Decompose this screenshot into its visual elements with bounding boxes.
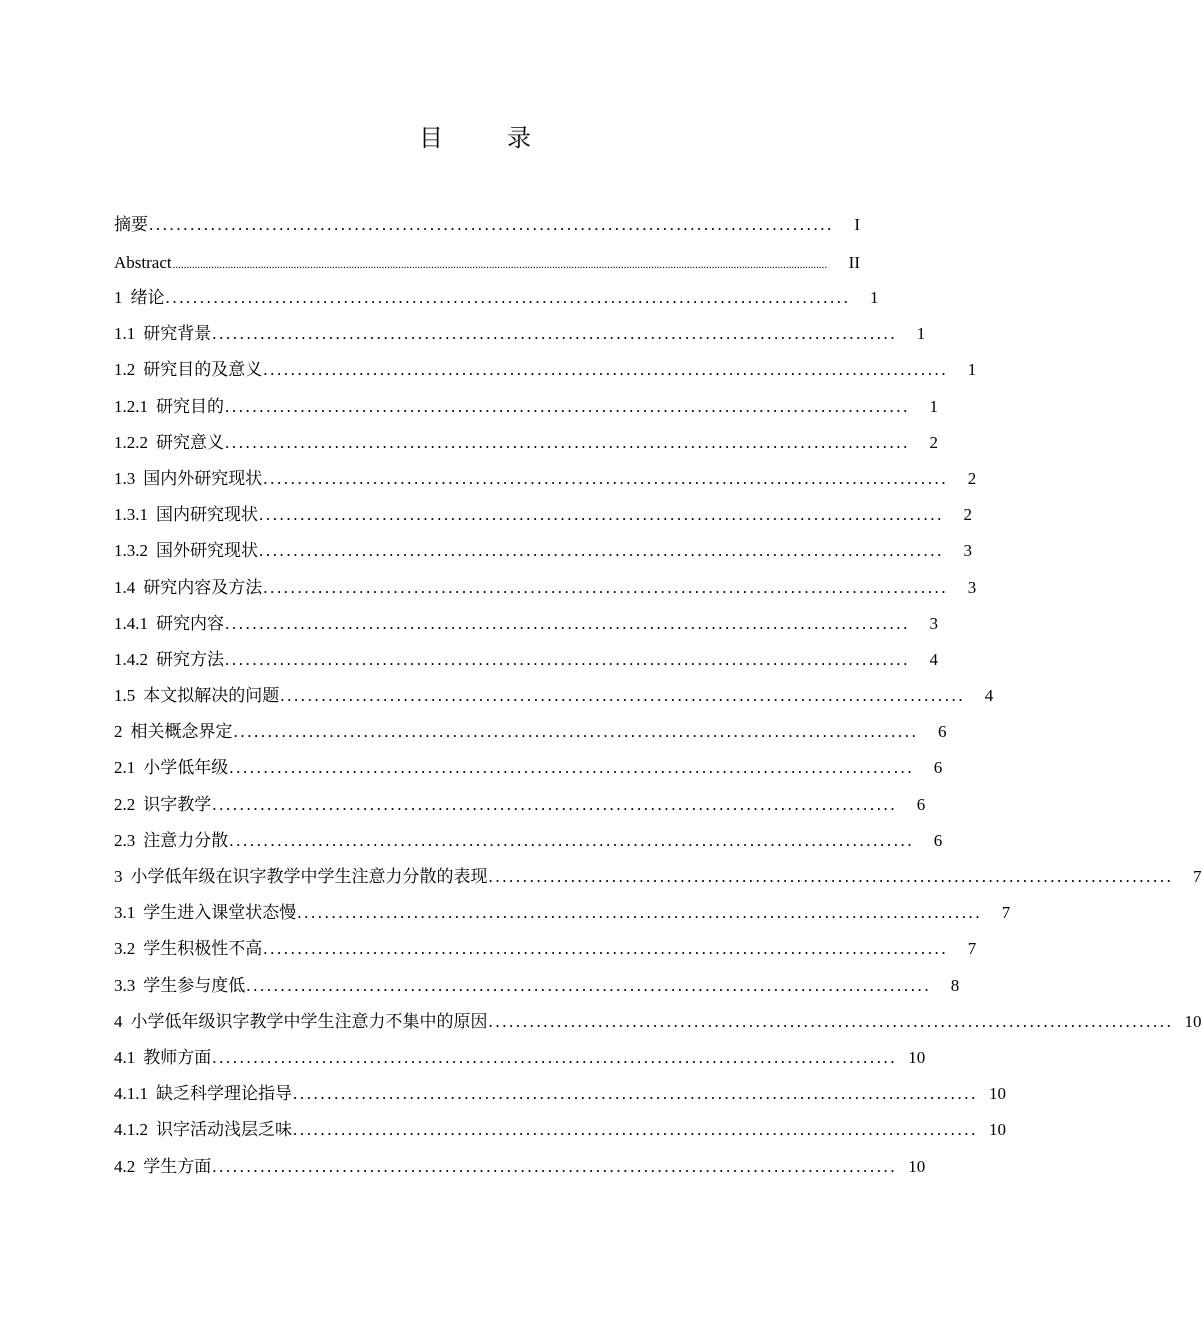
toc-entry-number: 1.4.2 — [114, 649, 148, 669]
toc-entry[interactable] — [114, 936, 977, 972]
toc-entry-page: 10 — [1184, 1011, 1202, 1031]
toc-entry-title: 小学低年级在识字教学中学生注意力分散的表现 — [130, 867, 488, 886]
toc-leader-dots: .................................................................................................... — [259, 505, 944, 525]
toc-entry-number: 4.1.2 — [114, 1120, 148, 1140]
toc-entry-title: 注意力分散 — [143, 830, 229, 850]
toc-entry-number: 1.3.1 — [114, 505, 148, 525]
toc-entry-page: 10 — [989, 1120, 1006, 1140]
toc-entry[interactable] — [114, 611, 938, 647]
toc-leader-dots: .................................................................................................... — [263, 360, 949, 380]
toc-entry-page: 2 — [967, 468, 977, 488]
toc-entry-title: 研究背景 — [143, 324, 212, 344]
toc-entry-number: 3.1 — [114, 903, 136, 923]
toc-entry-page: 3 — [963, 541, 972, 561]
toc-leader-dots: .................................................................................................... — [246, 975, 932, 995]
toc-entry-page: 4 — [929, 649, 938, 669]
toc-entry[interactable] — [114, 466, 977, 502]
toc-entry-title: 小学低年级 — [143, 758, 229, 778]
toc-leader-dots: .................................................................................................... — [280, 686, 966, 706]
toc-entry-number: 4.1.1 — [114, 1084, 148, 1104]
toc-leader-dots: .................................................................................................... — [212, 324, 898, 344]
toc-leader-dots: .................................................................................................... — [233, 722, 919, 742]
toc-entry-page: 1 — [929, 396, 938, 416]
toc-leader-dots: .................................................................................................... — [225, 649, 910, 669]
table-of-contents — [114, 212, 1202, 1190]
toc-entry[interactable] — [114, 285, 879, 321]
toc-entry[interactable] — [114, 212, 860, 250]
toc-entry-title: 研究意义 — [156, 432, 224, 452]
toc-entry[interactable] — [114, 1009, 1202, 1045]
toc-entry-number: 1.3 — [114, 468, 136, 488]
toc-leader-dots: .................................................................................................... — [259, 541, 944, 561]
toc-leader-dots: .................................................................................................... — [225, 613, 910, 633]
toc-leader-dots: .................................................................................................... — [149, 215, 834, 234]
toc-leader-dots: .................................................................................................... — [263, 468, 949, 488]
toc-entry-title: 教师方面 — [143, 1047, 212, 1067]
toc-entry[interactable] — [114, 864, 1202, 900]
toc-entry-page: 6 — [916, 794, 926, 814]
toc-entry-title: 学生进入课堂状态慢 — [143, 903, 297, 923]
toc-entry-number: 1.3.2 — [114, 541, 148, 561]
toc-entry[interactable] — [114, 900, 1011, 936]
toc-entry[interactable] — [114, 430, 938, 466]
toc-entry-page: 10 — [908, 1156, 926, 1176]
toc-entry[interactable] — [114, 1045, 926, 1081]
toc-entry-title: 学生参与度低 — [143, 975, 246, 995]
toc-entry-page: 7 — [967, 939, 977, 959]
toc-entry-title: 研究内容及方法 — [143, 577, 263, 597]
toc-entry-number: 1.2.1 — [114, 396, 148, 416]
toc-entry-title: 绪论 — [130, 288, 165, 307]
toc-leader-dots: .................................................................................................... — [263, 939, 949, 959]
toc-entry-title: 研究目的及意义 — [143, 360, 263, 380]
toc-entry-number: 2 — [114, 722, 123, 742]
toc-entry-number: 4.1 — [114, 1047, 136, 1067]
toc-entry-page: 6 — [938, 722, 947, 742]
toc-entry-title: 研究目的 — [156, 396, 224, 416]
toc-entry-title: 国外研究现状 — [156, 541, 258, 561]
toc-leader-dots: .................................................................................................... — [263, 577, 949, 597]
toc-entry-title: 研究方法 — [156, 649, 224, 669]
toc-entry-page: 3 — [929, 613, 938, 633]
toc-entry-number: 1.2 — [114, 360, 136, 380]
toc-entry-number: 1.4.1 — [114, 613, 148, 633]
toc-entry-number: 2.2 — [114, 794, 136, 814]
toc-entry-title: 缺乏科学理论指导 — [156, 1084, 292, 1104]
toc-entry-page: 2 — [963, 505, 972, 525]
toc-entry[interactable] — [114, 755, 943, 791]
toc-leader-dots: .............................................................................................................................................................................................................................................. — [172, 259, 828, 271]
toc-entry-title: 研究内容 — [156, 613, 224, 633]
toc-entry[interactable] — [114, 647, 938, 683]
page-title: 目 录 — [419, 124, 551, 152]
toc-entry-page: 7 — [1193, 867, 1202, 886]
toc-entry-number: 4.2 — [114, 1156, 136, 1176]
toc-entry[interactable] — [114, 321, 926, 357]
toc-leader-dots: .................................................................................................... — [297, 903, 983, 923]
toc-entry-page: 6 — [933, 830, 943, 850]
toc-leader-dots: .................................................................................................... — [212, 794, 898, 814]
toc-entry[interactable] — [114, 357, 977, 393]
toc-entry[interactable] — [114, 250, 860, 285]
toc-entry[interactable] — [114, 683, 994, 719]
toc-entry[interactable] — [114, 792, 926, 828]
toc-leader-dots: .................................................................................................... — [225, 396, 910, 416]
toc-entry-page: 3 — [967, 577, 977, 597]
toc-leader-dots: .................................................................................................... — [488, 867, 1174, 886]
toc-entry[interactable] — [114, 1081, 1006, 1117]
toc-entry[interactable] — [114, 1117, 1006, 1153]
toc-leader-dots: .................................................................................................... — [229, 830, 915, 850]
toc-entry-title: 本文拟解决的问题 — [143, 686, 280, 706]
toc-entry-number: 2.1 — [114, 758, 136, 778]
toc-entry-page: 7 — [1001, 903, 1011, 923]
toc-entry-number: 3 — [114, 867, 123, 886]
toc-entry[interactable] — [114, 538, 972, 574]
toc-leader-dots: .................................................................................................... — [225, 432, 910, 452]
toc-entry-title: 学生方面 — [143, 1156, 212, 1176]
toc-entry-page: 4 — [984, 686, 994, 706]
toc-entry-title: 国内研究现状 — [156, 505, 258, 525]
toc-entry-number: 1 — [114, 288, 123, 307]
toc-leader-dots: .................................................................................................... — [293, 1084, 978, 1104]
toc-entry[interactable] — [114, 973, 960, 1009]
toc-entry-page: 10 — [908, 1047, 926, 1067]
toc-entry-title: 识字教学 — [143, 794, 212, 814]
toc-entry-page: 2 — [929, 432, 938, 452]
toc-leader-dots: .................................................................................................... — [488, 1011, 1174, 1031]
toc-entry-title: 国内外研究现状 — [143, 468, 263, 488]
toc-entry[interactable] — [114, 828, 943, 864]
toc-entry-page: 6 — [933, 758, 943, 778]
toc-entry-page: 10 — [989, 1084, 1006, 1104]
toc-entry-number: 3.3 — [114, 975, 136, 995]
toc-entry-page: II — [848, 253, 860, 272]
toc-entry-number: 2.3 — [114, 830, 136, 850]
toc-entry-title: 识字活动浅层乏味 — [156, 1120, 292, 1140]
toc-entry[interactable] — [114, 719, 947, 755]
toc-entry-number: 4 — [114, 1011, 123, 1031]
toc-entry-number: 1.1 — [114, 324, 136, 344]
toc-entry-page: 8 — [950, 975, 960, 995]
toc-entry-page: I — [854, 215, 860, 234]
toc-leader-dots: .................................................................................................... — [212, 1047, 898, 1067]
toc-entry[interactable] — [114, 502, 972, 538]
toc-entry-number: 3.2 — [114, 939, 136, 959]
toc-leader-dots: .................................................................................................... — [293, 1120, 978, 1140]
toc-entry[interactable] — [114, 394, 938, 430]
toc-entry-title: 小学低年级识字教学中学生注意力不集中的原因 — [130, 1011, 488, 1031]
toc-leader-dots: .................................................................................................... — [229, 758, 915, 778]
toc-entry-number: 1.4 — [114, 577, 136, 597]
toc-entry-page: 1 — [916, 324, 926, 344]
toc-entry-page: 1 — [967, 360, 977, 380]
toc-entry-number: 1.2.2 — [114, 432, 148, 452]
toc-entry[interactable] — [114, 575, 977, 611]
toc-leader-dots: .................................................................................................... — [212, 1156, 898, 1176]
toc-entry[interactable] — [114, 1154, 926, 1190]
toc-entry-title: 摘要 — [114, 215, 148, 234]
toc-entry-title: 相关概念界定 — [130, 722, 233, 742]
toc-entry-title: Abstract — [114, 253, 172, 272]
toc-leader-dots: .................................................................................................... — [165, 288, 851, 307]
toc-entry-number: 1.5 — [114, 686, 136, 706]
toc-entry-title: 学生积极性不高 — [143, 939, 263, 959]
toc-entry-page: 1 — [870, 288, 879, 307]
